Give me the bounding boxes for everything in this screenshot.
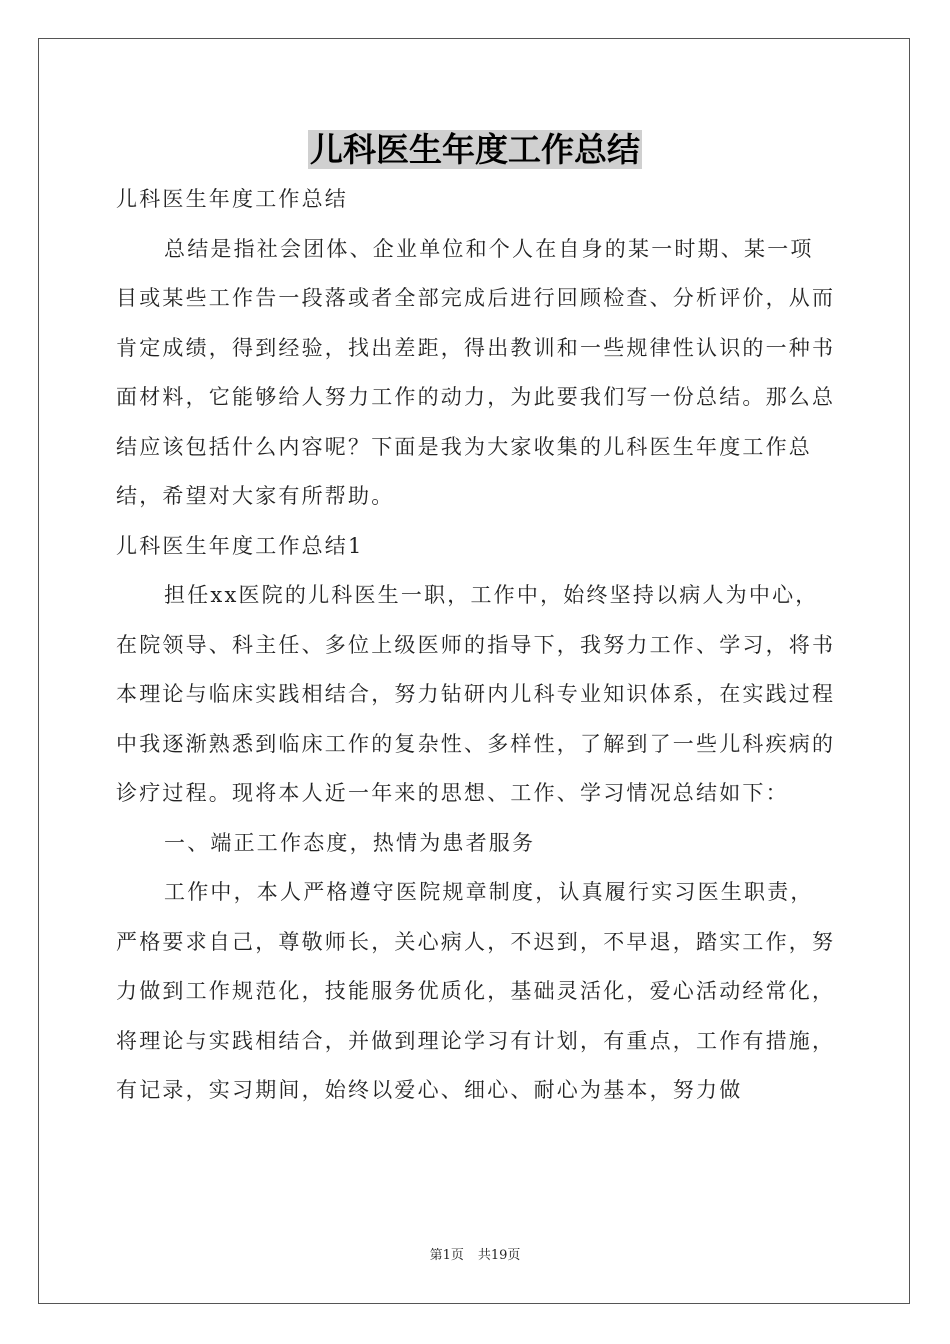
page-footer [0, 1244, 950, 1263]
subsection-heading: 一、端正工作态度，热情为患者服务 [164, 830, 536, 855]
section-heading: 儿科医生年度工作总结1 [116, 533, 364, 558]
page-total: 共19页 [477, 1248, 521, 1263]
document-title-text: 儿科医生年度工作总结 [310, 130, 640, 169]
document-title [0, 124, 950, 176]
document-body [116, 175, 836, 1116]
intro-paragraph: 总结是指社会团体、企业单位和个人在自身的某一时期、某一项目或某些工作告一段落或者全部完成后进行回顾检查、分析评价，从而肯定成绩，得到经验，找出差距，得出教训和一些规律性认识的一种书面材料，它能够给人努力工作的动力，为此要我们写一份总结。那么总结应该包括什么内容呢？下面是我为大家收集的儿科医生年度工作总结，希望对大家有所帮助。 [116, 236, 836, 508]
body-paragraph: 工作中，本人严格遵守医院规章制度，认真履行实习医生职责，严格要求自己，尊敬师长，关心病人，不迟到，不早退，踏实工作，努力做到工作规范化，技能服务优质化，基础灵活化，爱心活动经常化，将理论与实践相结合，并做到理论学习有计划，有重点，工作有措施，有记录，实习期间，始终以爱心、细心、耐心为基本，努力做 [116, 880, 836, 1102]
body-paragraph: 担任xx医院的儿科医生一职，工作中，始终坚持以病人为中心，在院领导、科主任、多位上级医师的指导下，我努力工作、学习，将书本理论与临床实践相结合，努力钻研内儿科专业知识体系，在实践过程中我逐渐熟悉到临床工作的复杂性、多样性，了解到了一些儿科疾病的诊疗过程。现将本人近一年来的思想、工作、学习情况总结如下： [116, 583, 836, 805]
subtitle-line: 儿科医生年度工作总结 [116, 187, 348, 211]
page-number: 第1页 [429, 1248, 464, 1263]
